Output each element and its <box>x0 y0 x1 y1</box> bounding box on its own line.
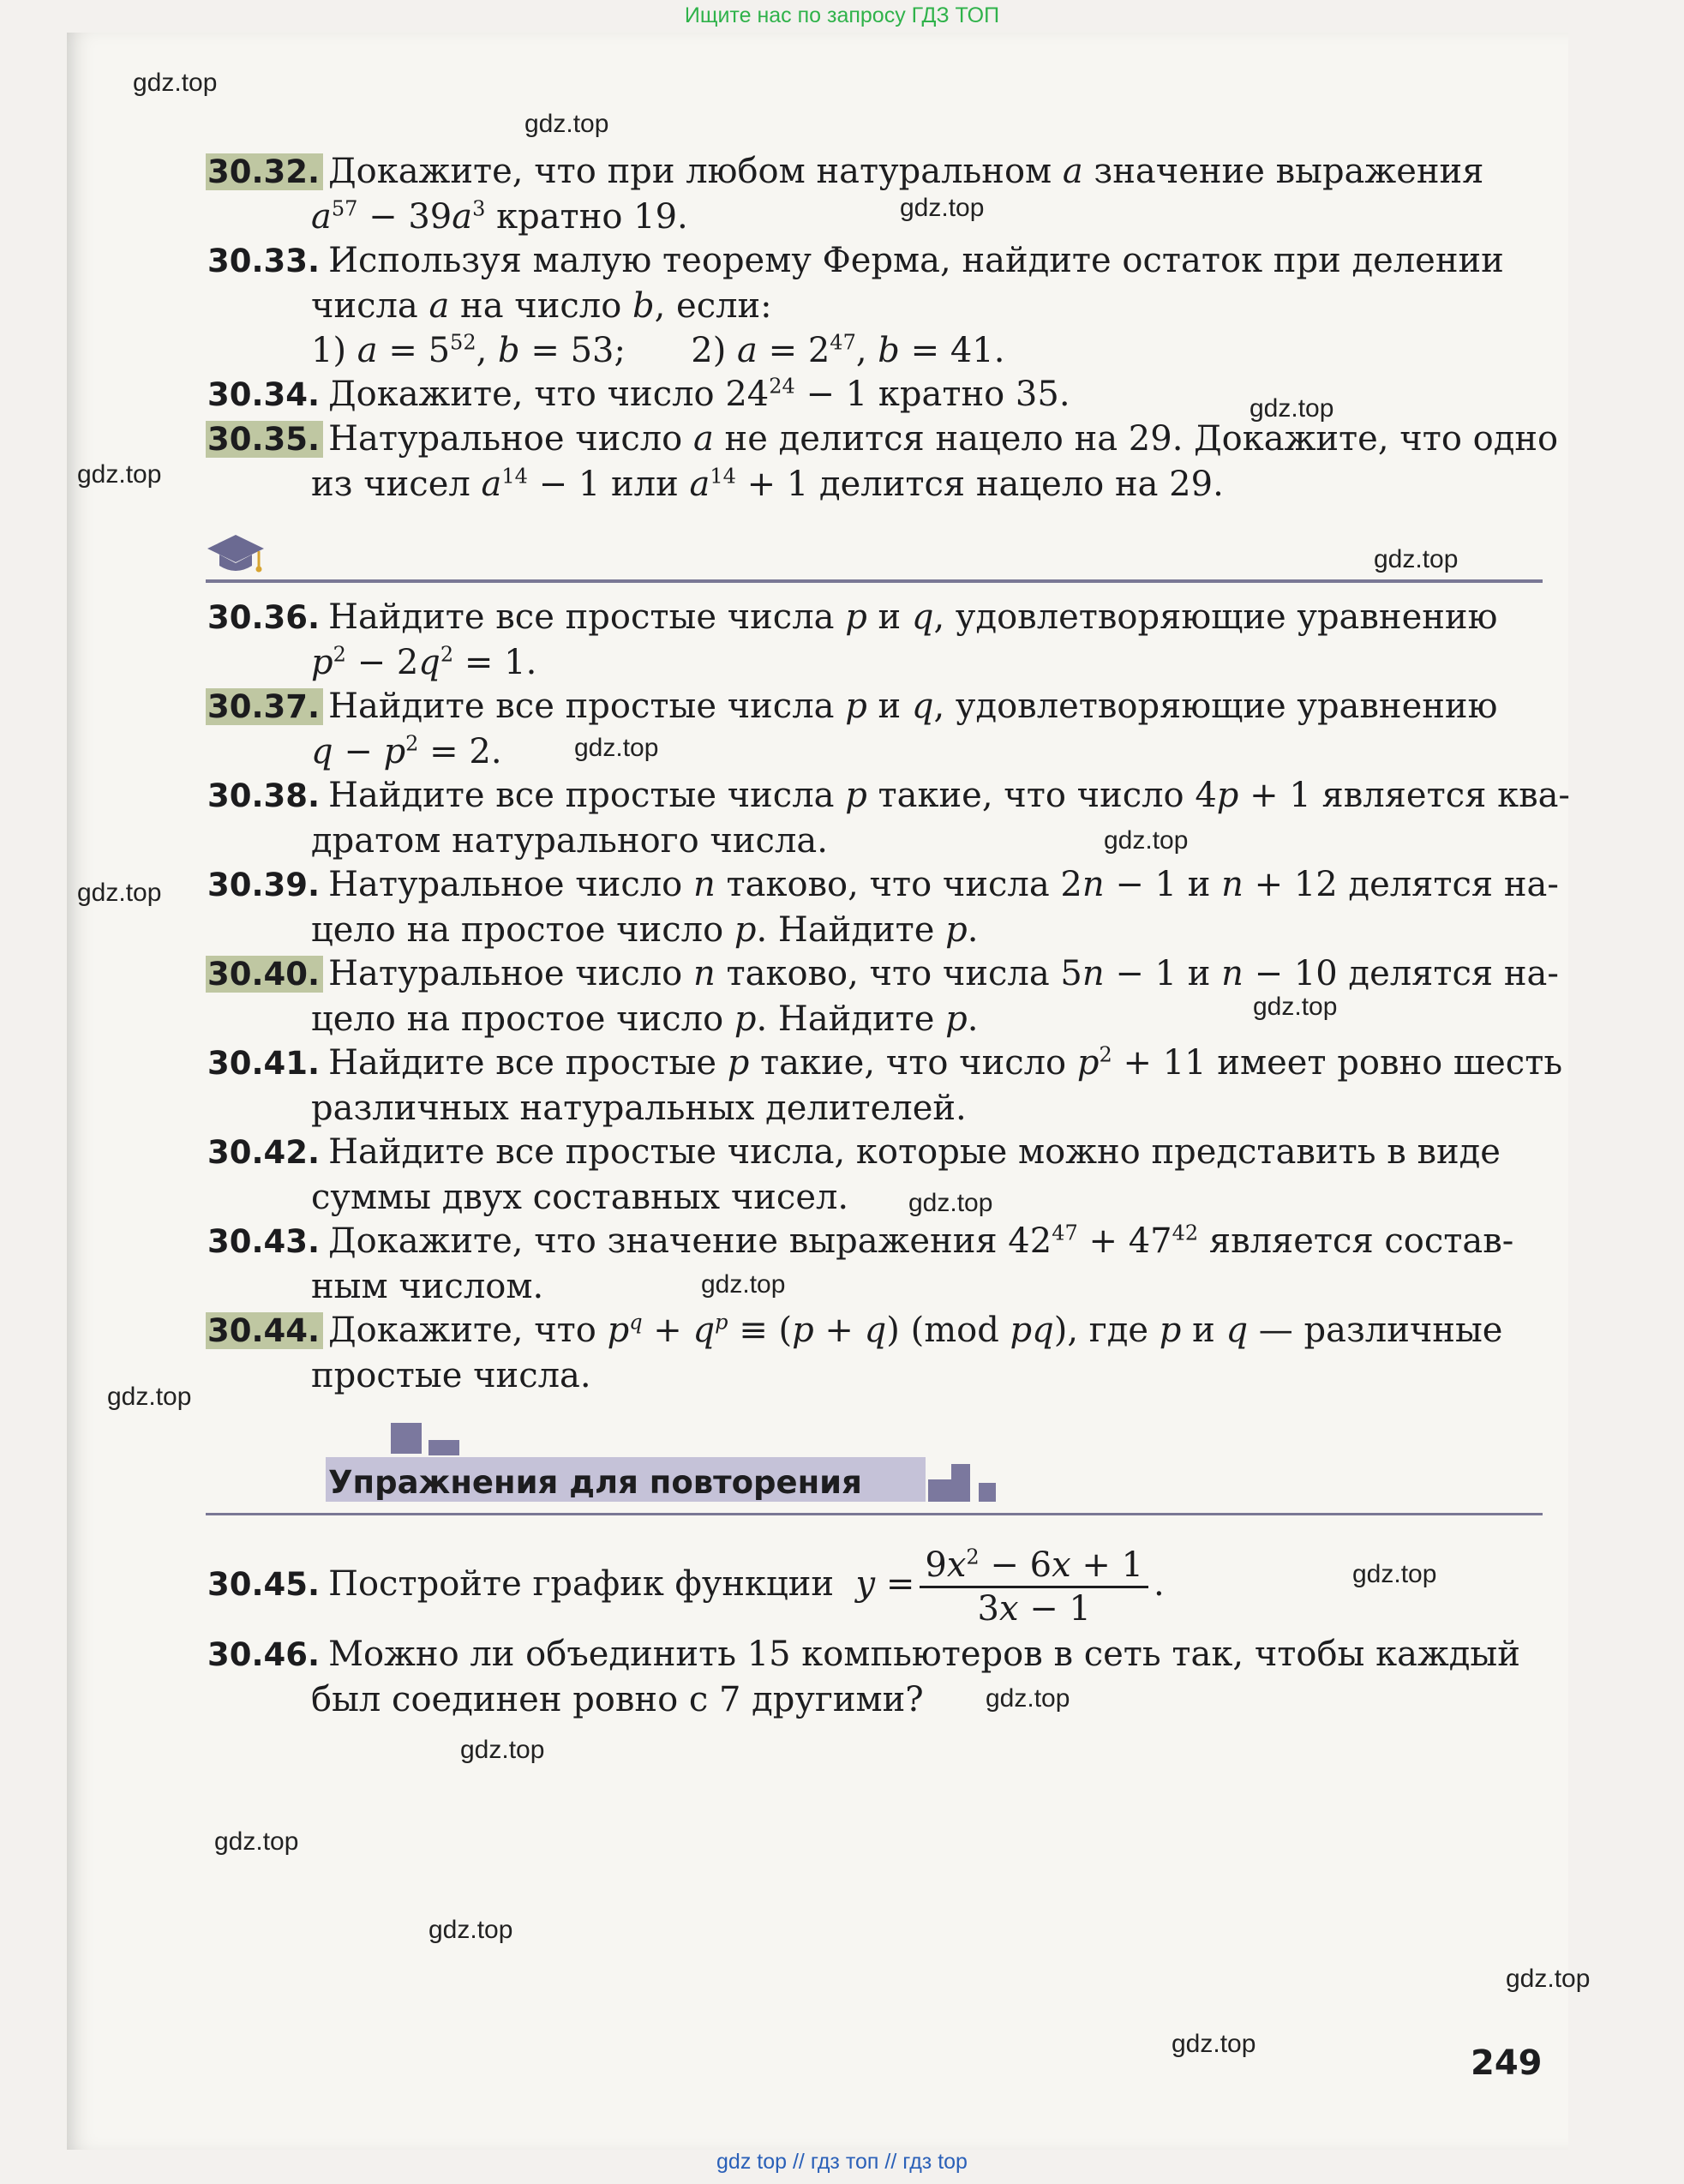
watermark: gdz.top <box>1172 2030 1256 2058</box>
problem-number: 30.33. <box>207 243 321 279</box>
watermark: gdz.top <box>900 194 985 222</box>
section-title: Упражнения для повторения <box>328 1464 862 1501</box>
problem-30-33: 30.33. Используя малую теорему Ферма, найдите остаток при делении числа a на число b, если: 1) $a = 5^{52}$, b = 53; 2) $a = 2^{47}$, b = 41. <box>207 241 1504 370</box>
watermark: gdz.top <box>1374 545 1459 573</box>
section-square-deco <box>391 1423 422 1454</box>
problem-30-36: 30.36. Найдите все простые числа p и q, удовлетворяющие уравнению $p^2 - 2q^2 = 1$. <box>207 597 1498 682</box>
watermark: gdz.top <box>574 734 659 762</box>
watermark: gdz.top <box>986 1684 1070 1713</box>
section-square-deco <box>979 1483 996 1502</box>
problem-number: 30.34. <box>207 376 321 413</box>
problem-number: 30.45. <box>207 1566 321 1603</box>
watermark: gdz.top <box>77 879 162 907</box>
watermark: gdz.top <box>1250 394 1334 423</box>
watermark: gdz.top <box>107 1383 192 1411</box>
problem-30-41: 30.41. Найдите все простые p такие, что число $p^2 + 11$ имеет ровно шесть различных натуральных делителей. <box>207 1042 1563 1128</box>
problem-number: 30.39. <box>207 867 321 903</box>
problem-30-39: 30.39. Натуральное число n таково, что числа 2n − 1 и n + 12 делятся на- цело на простое число p. Найдите p. <box>207 865 1559 950</box>
level-separator <box>206 579 1543 583</box>
section-separator <box>206 1513 1543 1515</box>
section-square-deco <box>951 1464 970 1502</box>
problem-30-40: 30.40. Натуральное число n таково, что числа 5n − 1 и n − 10 делятся на- цело на простое число p. Найдите p. <box>207 954 1559 1039</box>
watermark: gdz.top <box>77 460 162 489</box>
problem-30-38: 30.38. Найдите все простые числа p такие, что число 4p + 1 является ква- дратом натурального числа. <box>207 776 1570 861</box>
problem-number: 30.42. <box>207 1134 321 1171</box>
problem-number: 30.38. <box>207 777 321 814</box>
watermark: gdz.top <box>1253 993 1338 1021</box>
problem-number: 30.44. <box>206 1312 323 1349</box>
problem-number: 30.46. <box>207 1636 321 1673</box>
watermark: gdz.top <box>214 1827 299 1856</box>
watermark: gdz.top <box>908 1189 993 1217</box>
page-number: 249 <box>1471 2043 1543 2083</box>
problem-number: 30.32. <box>206 153 323 190</box>
watermark: gdz.top <box>524 110 609 138</box>
problem-number: 30.40. <box>206 956 323 993</box>
section-square-deco <box>928 1479 952 1502</box>
problem-30-46: 30.46. Можно ли объединить 15 компьютеров в сеть так, чтобы каждый был соединен ровно с 7 другими? <box>207 1635 1520 1719</box>
problem-30-42: 30.42. Найдите все простые числа, которые можно представить в виде суммы двух составных чисел. <box>207 1132 1501 1217</box>
watermark: gdz.top <box>460 1736 545 1764</box>
problem-30-37: 30.37. Найдите все простые числа p и q, удовлетворяющие уравнению $q - p^2 = 2$. <box>207 687 1498 771</box>
graduation-cap-icon <box>206 531 266 578</box>
problem-30-43: 30.43. Докажите, что значение выражения $42^{47} + 47^{42}$ является состав- ным числом. <box>207 1221 1514 1306</box>
problem-number: 30.43. <box>207 1223 321 1260</box>
watermark: gdz.top <box>428 1916 513 1944</box>
problem-number: 30.35. <box>206 421 323 458</box>
problem-30-32: 30.32. Докажите, что при любом натуральном a значение выражения $a^{57} - 39a^3$ кратно 19. <box>207 152 1484 237</box>
bottom-banner[interactable]: gdz top // гдз топ // гдз top <box>716 2150 968 2174</box>
top-banner[interactable]: Ищите нас по запросу ГДЗ ТОП <box>684 3 1000 27</box>
watermark: gdz.top <box>1352 1560 1437 1588</box>
problem-30-34: 30.34. Докажите, что число $24^{24} - 1$ кратно 35. <box>207 374 1070 414</box>
section-square-deco <box>428 1440 459 1455</box>
problem-number: 30.37. <box>206 688 323 725</box>
problem-number: 30.41. <box>207 1045 321 1082</box>
watermark: gdz.top <box>701 1270 786 1299</box>
problem-30-35: 30.35. Натуральное число a не делится нацело на 29. Докажите, что одно из чисел $a^{14} - 1$ или $a^{14} + 1$ делится нацело на 29. <box>207 419 1559 504</box>
problem-30-45: 30.45. Постройте график функции y = $\frac{9x^2 - 6x + 1}{3x - 1}$ . <box>207 1545 1165 1629</box>
fraction: $\frac{9x^2 - 6x + 1}{3x - 1}$ <box>920 1545 1148 1629</box>
watermark: gdz.top <box>133 69 218 97</box>
problem-number: 30.36. <box>207 599 321 636</box>
watermark: gdz.top <box>1506 1965 1591 1993</box>
problem-30-44: 30.44. Докажите, что $p^q + q^p \equiv (p + q)$ (mod pq), где p и q — различные простые числа. <box>207 1310 1503 1395</box>
watermark: gdz.top <box>1104 826 1189 855</box>
